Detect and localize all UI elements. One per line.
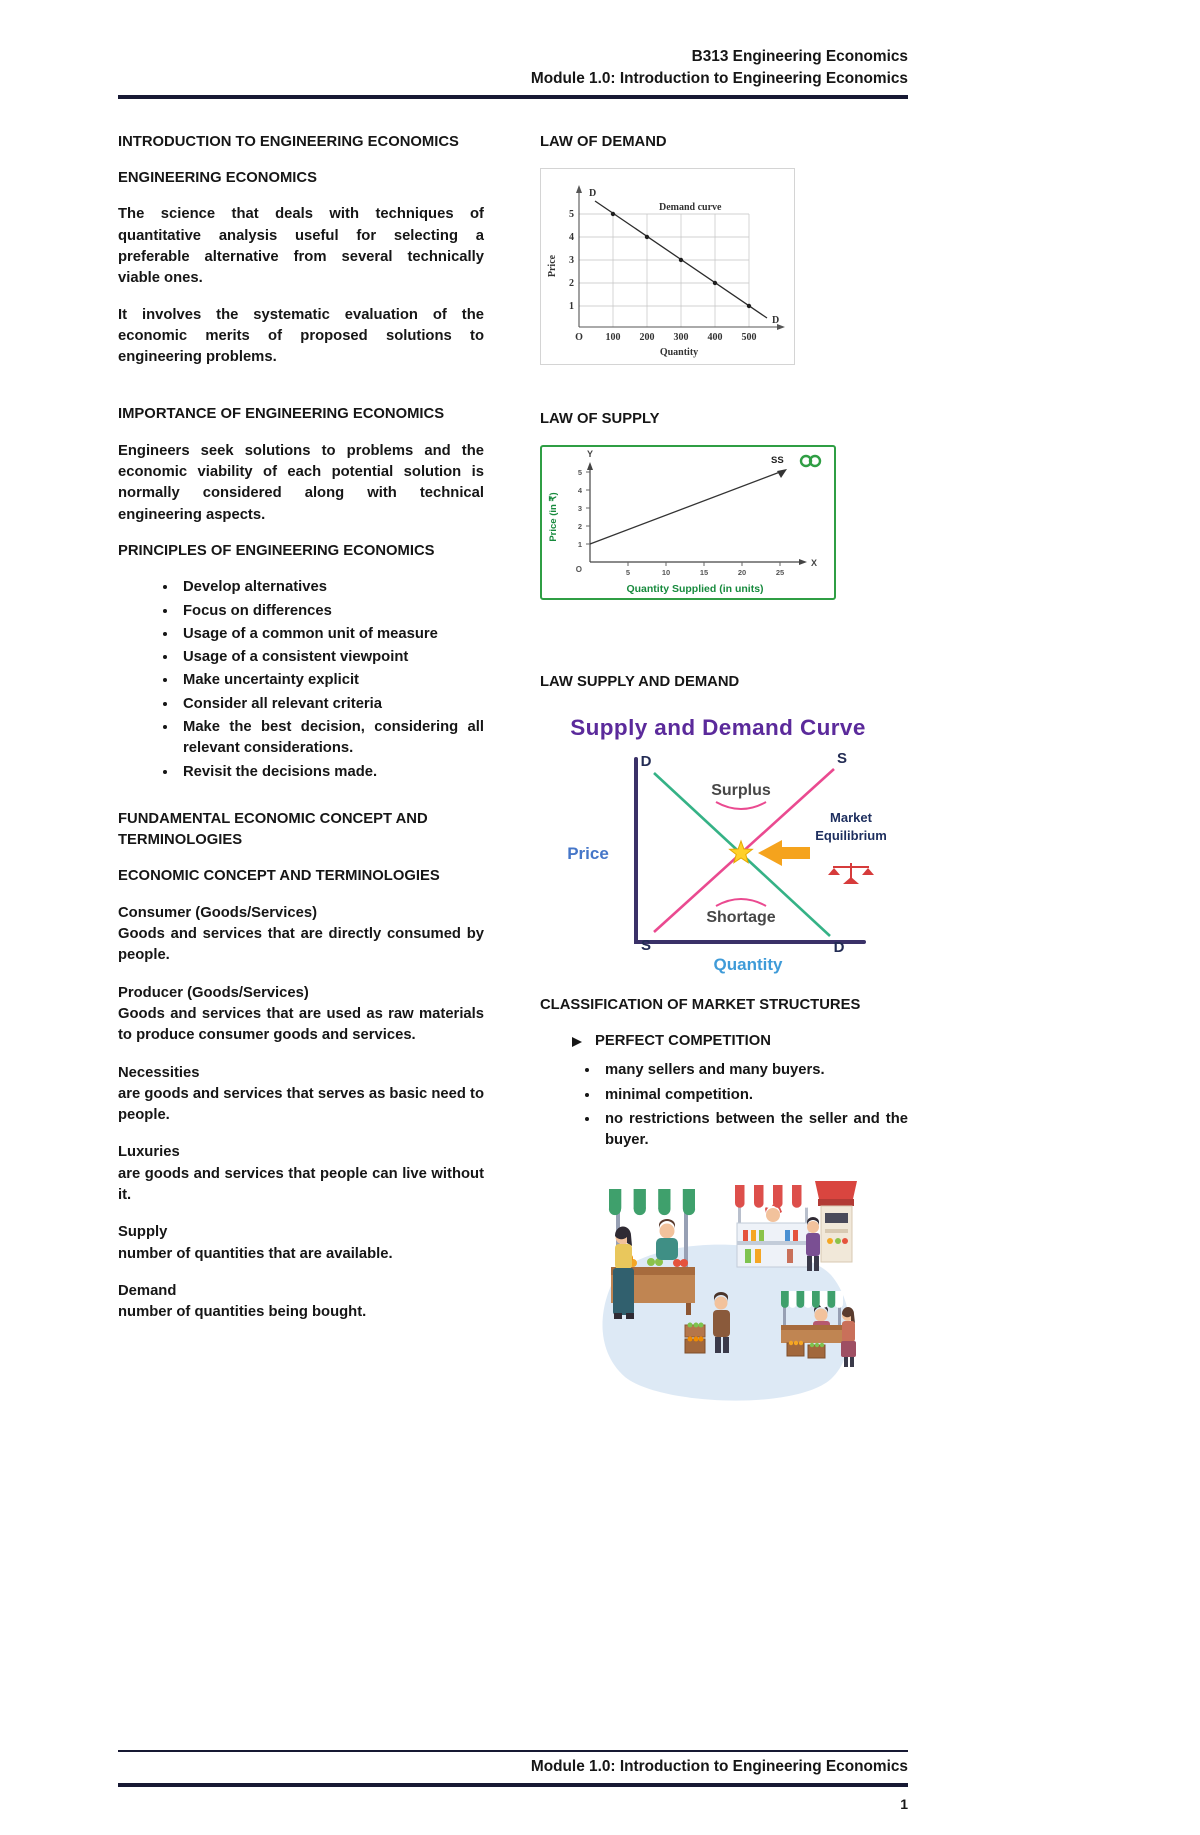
demand-end-top: D (640, 752, 652, 770)
demand-curve-label: Demand curve (659, 202, 722, 214)
y-axis-title: Price (in ₹) (548, 492, 559, 543)
principle-item: • Usage of a consistent viewpoint (178, 647, 484, 668)
principle-item: • Make the best decision, considering all relevant considerations. (178, 717, 484, 760)
content-columns (118, 132, 908, 1408)
competition-point: • minimal competition. (600, 1085, 908, 1106)
shortage-label: Shortage (706, 908, 776, 926)
term-title: Supply (118, 1224, 168, 1241)
term-producer (118, 983, 484, 1047)
competition-point: • no restrictions between the seller and the buyer. (600, 1109, 908, 1152)
supply-line (590, 472, 780, 544)
heading-fundamental-concepts: FUNDAMENTAL ECONOMIC CONCEPT AND TERMINOLOGIES (118, 810, 428, 849)
axes (590, 469, 800, 562)
svg-text:2: 2 (577, 522, 582, 532)
term-definition: Goods and services that are directly consumed by people. (118, 926, 484, 964)
header-module: Module 1.0: Introduction to Engineering Economics (530, 69, 908, 87)
demand-curve-chart (541, 169, 794, 364)
term-definition: are goods and services that people can live without it. (118, 1165, 484, 1204)
produce-crates (685, 1323, 705, 1354)
market-illustration (589, 1175, 859, 1407)
principle-item: • Focus on differences (178, 601, 484, 622)
principle-item: • Make uncertainty explicit (178, 670, 484, 691)
vendor-figure (656, 1219, 678, 1260)
origin-label: O (575, 565, 582, 575)
left-arrow-icon (758, 840, 810, 866)
market-illustration-figure (589, 1175, 859, 1407)
heading-law-of-supply: LAW OF SUPPLY (540, 411, 660, 428)
principle-item: • Revisit the decisions made. (178, 762, 484, 783)
term-title: Producer (Goods/Services) (118, 984, 309, 1001)
left-column (118, 132, 484, 1408)
footer-module: Module 1.0: Introduction to Engineering Economics (530, 1758, 908, 1775)
svg-text:4: 4 (569, 232, 574, 244)
balance-scale-icon (828, 863, 874, 884)
svg-text:4: 4 (577, 486, 582, 496)
y-axis-title: Price (547, 254, 558, 278)
tick-marks (586, 472, 780, 566)
svg-text:5: 5 (625, 568, 631, 578)
supply-curve-chart (542, 447, 833, 598)
y-axis-arrow (587, 462, 593, 470)
footer-rule-bottom (118, 1783, 908, 1787)
svg-text:3: 3 (577, 504, 582, 514)
perfect-competition-row (572, 1031, 908, 1052)
shortage-brace (716, 899, 766, 906)
demand-curve-figure (540, 168, 795, 365)
term-demand (118, 1281, 484, 1324)
term-title: Consumer (Goods/Services) (118, 904, 317, 921)
supply-curve-figure (540, 445, 836, 600)
supply-demand-diagram (540, 709, 896, 981)
y-tick-labels (569, 209, 574, 312)
market-stall-right (806, 1181, 857, 1271)
heading-economic-concepts: ECONOMIC CONCEPT AND TERMINOLOGIES (118, 868, 440, 885)
svg-text:100: 100 (605, 332, 621, 344)
term-definition: number of quantities being bought. (118, 1304, 367, 1321)
footer-rule-top (118, 1750, 908, 1752)
paragraph-importance: Engineers seek solutions to problems and the economic viability of each potential solution is normally considered along with technical engineering aspects. (118, 442, 484, 523)
competition-point: • many sellers and many buyers. (600, 1060, 908, 1081)
price-label: Price (567, 843, 609, 863)
principle-item: • Consider all relevant criteria (178, 694, 484, 715)
diagram-title: Supply and Demand Curve (570, 714, 866, 740)
svg-text:2: 2 (569, 278, 574, 290)
demand-end-label-bottom: D (772, 315, 780, 327)
term-title: Necessities (118, 1064, 200, 1081)
supply-line-label: SS (771, 455, 784, 467)
supply-line-arrow (777, 469, 787, 478)
surplus-brace (716, 802, 766, 809)
page-header (118, 46, 908, 99)
svg-text:200: 200 (639, 332, 655, 344)
grid-lines (579, 214, 749, 327)
term-luxuries (118, 1142, 484, 1206)
arrow-bullet-icon (572, 1037, 582, 1047)
perfect-competition-list (540, 1060, 908, 1151)
term-consumer (118, 903, 484, 967)
svg-text:300: 300 (673, 332, 689, 344)
term-title: Luxuries (118, 1144, 180, 1161)
supply-demand-diagram-figure (540, 709, 896, 981)
heading-principles: PRINCIPLES OF ENGINEERING ECONOMICS (118, 542, 435, 559)
term-necessities (118, 1063, 484, 1127)
x-axis-title: Quantity Supplied (in units) (626, 583, 764, 596)
term-definition: number of quantities that are available. (118, 1245, 393, 1262)
x-axis-title: Quantity (659, 347, 699, 359)
svg-text:1: 1 (569, 301, 574, 313)
svg-text:20: 20 (737, 568, 747, 578)
header-course: B313 Engineering Economics (691, 48, 908, 65)
heading-importance: IMPORTANCE OF ENGINEERING ECONOMICS (118, 406, 445, 423)
heading-market-structures: CLASSIFICATION OF MARKET STRUCTURES (540, 996, 861, 1013)
surplus-label: Surplus (711, 781, 771, 799)
page-number: 1 (900, 1796, 908, 1813)
x-axis-letter: X (811, 558, 818, 569)
perfect-competition-label: PERFECT COMPETITION (595, 1032, 771, 1049)
supply-end-bottom: S (640, 936, 652, 954)
market-stall-middle (735, 1185, 811, 1267)
principle-item: • Usage of a common unit of measure (178, 624, 484, 645)
awning-striped-green (609, 1189, 695, 1215)
supply-end-top: S (836, 749, 848, 767)
equilibrium-label-line1: Market (830, 809, 872, 825)
y-axis-arrow (576, 185, 582, 193)
principle-item: • Develop alternatives (178, 577, 484, 598)
svg-text:400: 400 (707, 332, 723, 344)
demand-end-bottom: D (833, 938, 845, 956)
term-supply (118, 1222, 484, 1265)
awning-striped-red (735, 1185, 811, 1208)
svg-text:25: 25 (775, 568, 785, 578)
svg-text:O: O (575, 332, 583, 344)
paragraph-evaluation: It involves the systematic evaluation of the economic merits of proposed solutions to engineering problems. (118, 306, 484, 366)
heading-law-supply-and-demand: LAW SUPPLY AND DEMAND (540, 674, 740, 691)
equilibrium-label-line2: Equilibrium (815, 827, 887, 843)
principles-list (118, 577, 484, 783)
y-tick-labels (578, 468, 583, 549)
heading-engineering-economics: ENGINEERING ECONOMICS (118, 170, 317, 187)
heading-introduction: INTRODUCTION TO ENGINEERING ECONOMICS (118, 133, 459, 150)
header-rule (118, 95, 908, 99)
brand-logo-icon (801, 456, 820, 466)
heading-law-of-demand: LAW OF DEMAND (540, 133, 667, 150)
svg-text:5: 5 (577, 468, 582, 478)
svg-text:500: 500 (741, 332, 757, 344)
term-title: Demand (118, 1282, 177, 1299)
svg-text:10: 10 (661, 568, 671, 578)
svg-text:3: 3 (569, 255, 574, 267)
y-axis-letter: Y (586, 449, 594, 460)
page-footer (118, 1750, 908, 1814)
svg-text:5: 5 (569, 209, 574, 221)
x-tick-labels (626, 568, 784, 577)
term-definition: are goods and services that serves as basic need to people. (118, 1085, 484, 1124)
svg-text:15: 15 (699, 568, 709, 578)
svg-text:1: 1 (577, 540, 582, 550)
quantity-label: Quantity (713, 954, 783, 974)
right-column (540, 132, 908, 1408)
term-definition: Goods and services that are used as raw materials to produce consumer goods and services. (118, 1005, 484, 1044)
demand-end-label-top: D (589, 188, 597, 200)
x-axis-arrow (799, 559, 807, 565)
x-tick-labels (575, 332, 756, 343)
paragraph-definition: The science that deals with techniques of quantitative analysis useful for selecting a preferable alternative from several technically viable ones. (118, 206, 484, 287)
